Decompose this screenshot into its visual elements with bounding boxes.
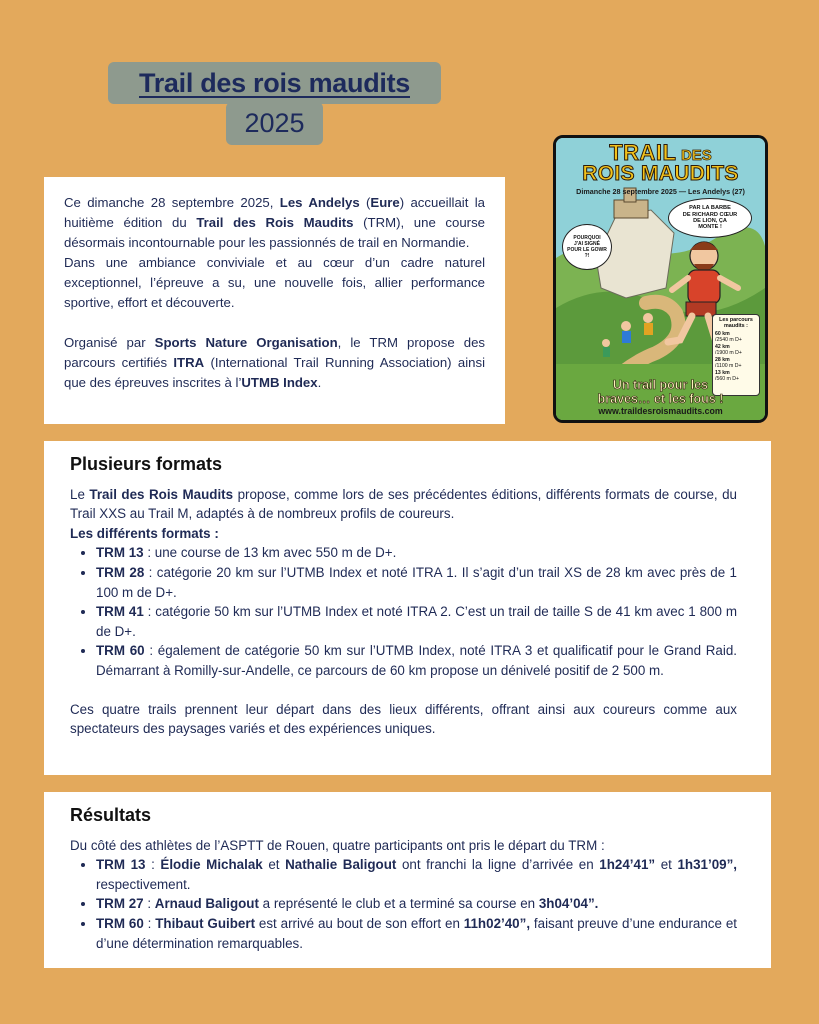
bold-text: TRM 28	[96, 564, 145, 580]
bold-text: 1h31’09”,	[677, 857, 738, 873]
format-item	[96, 641, 737, 680]
bold-text: ITRA	[173, 355, 205, 370]
parcours-km: 42 km	[715, 344, 730, 350]
bubble-top-line: PAR LA BARBE	[689, 205, 731, 212]
text-run: , le TRM propose des parcours certifiés	[64, 335, 485, 370]
intro-paragraph-2	[64, 253, 485, 313]
bold-text: Eure	[370, 195, 400, 210]
parcours-dplus: /560 m D+	[715, 376, 740, 382]
poster-slogan-line1: Un trail pour les	[612, 378, 709, 392]
speech-bubble-left	[562, 224, 612, 270]
text-run: ont franchi la ligne d’arrivée en	[396, 857, 600, 873]
text-run: et	[655, 857, 678, 873]
bubble-top-line: DE RICHARD CŒUR	[682, 211, 738, 218]
page-title: Trail des rois maudits	[139, 67, 410, 98]
text-run: :	[143, 896, 155, 912]
bold-text: Élodie Michalak	[160, 857, 263, 873]
text-run: :	[145, 857, 161, 873]
text-run: est arrivé au bout de son effort en	[255, 915, 464, 931]
parcours-title	[715, 317, 757, 329]
results-intro	[70, 836, 737, 856]
page-year: 2025	[244, 108, 305, 138]
text-run: (TRM), une course désormais incontournable pour les passionnés de trail en Normandie.	[64, 215, 486, 250]
bubble-left-line: ?!	[584, 253, 590, 259]
formats-panel	[44, 441, 771, 775]
text-run: faisant preuve d’une endurance et d’une détermination remarquables.	[96, 915, 737, 951]
bold-text: TRM 13	[96, 545, 144, 561]
poster-slogan-line2: braves… et les fous !	[597, 392, 724, 406]
poster-title-line2: ROIS MAUDITS	[582, 162, 739, 185]
text-run: Du côté des athlètes de l’ASPTT de Rouen, quatre participants ont pris le départ du TRM :	[70, 837, 605, 853]
formats-outro	[70, 700, 737, 739]
bold-text: TRM 60	[96, 643, 145, 659]
text-run: a représenté le club et a terminé sa course en	[258, 896, 539, 912]
text-run: : catégorie 50 km sur l’UTMB Index et noté ITRA 2. C’est un trail de taille S de 41 km avec 1 800 m de D+.	[96, 604, 737, 639]
bold-text: TRM 27	[96, 896, 144, 912]
formats-heading: Plusieurs formats	[70, 454, 223, 474]
bold-text: Trail des Rois Maudits	[196, 215, 354, 230]
text-run: et	[262, 857, 286, 873]
formats-subheading: Les différents formats :	[70, 525, 219, 541]
bold-text: 1h24’41”	[599, 857, 656, 873]
year-banner	[226, 102, 323, 145]
format-item	[96, 563, 737, 602]
parcours-title-line: Les parcours	[719, 317, 753, 323]
text-run: : une course de 13 km avec 550 m de D+.	[143, 545, 397, 561]
bubble-left-line: J'AI SIGNÉ	[574, 241, 600, 247]
bold-text: 3h04’04”.	[538, 896, 599, 912]
text-run: : catégorie 20 km sur l’UTMB Index et noté ITRA 1. Il s’agit d’un trail XS de 28 km avec près de 1 100 m de D+.	[96, 564, 737, 600]
speech-bubble-top	[668, 198, 752, 238]
format-item	[96, 543, 737, 563]
bubble-left-line: POUR LE GOWR	[567, 247, 607, 253]
text-run: propose, comme lors de ses précédentes éditions, différents formats de course, du Trail XXS au Trail M, adaptés à de nombreux profils de coureurs.	[70, 486, 737, 522]
poster-slogan	[556, 378, 765, 406]
intro-paragraph-1	[64, 193, 485, 253]
bubble-top-line: MONTE !	[698, 224, 722, 231]
parcours-km: 28 km	[715, 357, 730, 363]
bold-text: Les Andelys	[279, 195, 360, 210]
result-item	[96, 855, 737, 894]
poster-title-des: DES	[680, 147, 712, 164]
parcours-km: 13 km	[715, 370, 730, 376]
text-run: (	[359, 195, 371, 210]
intro-panel	[44, 177, 505, 424]
format-item	[96, 602, 737, 641]
text-run: ) accueillait la huitième édition du	[64, 195, 485, 230]
result-item	[96, 894, 737, 914]
parcours-km: 60 km	[715, 331, 730, 337]
text-run: respectivement.	[96, 876, 191, 892]
bold-text: TRM 60	[96, 915, 144, 931]
results-heading: Résultats	[70, 805, 152, 825]
bold-text: UTMB Index	[241, 375, 318, 390]
text-run: : également de catégorie 50 km sur l’UTMB Index, noté ITRA 3 et qualificatif pour le Grand Raid. Démarrant à Romilly-sur-Andelle, ce parcours de 60 km propose un dénivelé positif de 2 500 m.	[96, 643, 737, 678]
parcours-title-line: maudits :	[724, 323, 748, 329]
poster-website: www.traildesroismaudits.com	[598, 406, 723, 416]
bold-text: Nathalie Baligout	[285, 857, 397, 873]
bold-text: Thibaut Guibert	[155, 915, 256, 931]
results-list	[70, 855, 737, 953]
parcours-dplus: /2540 m D+	[715, 337, 742, 343]
intro-paragraph-3	[64, 333, 485, 393]
formats-list	[70, 543, 737, 680]
parcours-dplus: /1900 m D+	[715, 350, 742, 356]
bubble-top-line: DE LION, ÇA	[693, 218, 727, 224]
bold-text: Trail des Rois Maudits	[89, 486, 234, 502]
bold-text: 11h02’40”,	[463, 915, 531, 931]
result-item	[96, 914, 737, 953]
bold-text: TRM 13	[96, 857, 146, 873]
event-poster	[553, 135, 768, 423]
title-banner	[108, 62, 441, 104]
parcours-item	[715, 331, 757, 343]
poster-title-line1: TRAIL	[609, 140, 677, 165]
poster-date-line: Dimanche 28 septembre 2025 — Les Andelys (27)	[576, 187, 745, 196]
results-panel	[44, 792, 771, 968]
text-run: Dans une ambiance conviviale et au cœur d’un cadre naturel exceptionnel, l’épreuve a su, une nouvelle fois, allier performance sportive, effort et découverte.	[64, 255, 485, 310]
text-run: Organisé par	[64, 335, 155, 350]
bold-text: Sports Nature Organisation	[154, 335, 338, 350]
bubble-left-line: POURQUOI	[573, 235, 601, 241]
text-run: .	[317, 375, 322, 390]
parcours-item	[715, 344, 757, 356]
text-run: Ces quatre trails prennent leur départ dans des lieux différents, offrant ainsi aux coureurs comme aux spectateurs des paysages variés et des expériences uniques.	[70, 701, 737, 737]
parcours-dplus: /1100 m D+	[715, 363, 742, 369]
formats-intro	[70, 485, 737, 524]
bold-text: TRM 41	[96, 604, 144, 620]
parcours-item	[715, 357, 757, 369]
text-run: (International Trail Running Association) ainsi que des épreuves inscrites à l’	[64, 355, 485, 390]
text-run: :	[143, 915, 156, 931]
text-run: Ce dimanche 28 septembre 2025,	[64, 195, 280, 210]
bold-text: Arnaud Baligout	[154, 896, 259, 912]
text-run: Le	[70, 486, 90, 502]
